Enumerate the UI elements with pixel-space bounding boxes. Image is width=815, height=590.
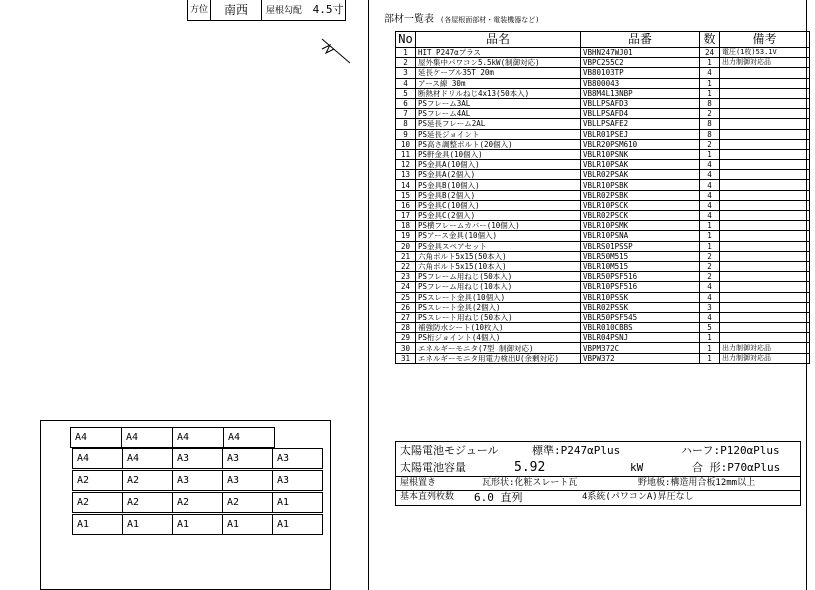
parts-table [395,31,810,364]
series-value: 6.0 直列 [474,491,523,504]
parts-cell-no: 1 [396,48,416,58]
parts-cell-no: 4 [396,78,416,88]
layout-panel: A2 [72,492,123,513]
parts-cell-note [720,221,810,231]
parts-cell-name: PS金具A(2個入) [416,170,581,180]
module-label: 太陽電池モジュール [400,444,499,457]
parts-cell-code: VBLRS01PSSP [581,241,700,251]
series-label: 基本直列枚数 [400,492,455,502]
parts-cell-no: 10 [396,139,416,149]
parts-cell-code: VBLR02PSCK [581,211,700,221]
parts-cell-note [720,139,810,149]
parts-cell-qty: 8 [700,98,720,108]
roof-board: 野地板:構造用合板12mm以上 [638,478,756,488]
parts-row [396,323,810,333]
parts-row [396,272,810,282]
parts-row [396,302,810,312]
parts-cell-no: 7 [396,109,416,119]
header-no: No [396,32,416,48]
parts-cell-name: 延長ケーブル35T 20m [416,68,581,78]
direction-value: 南西 [211,0,262,20]
layout-panel: A3 [222,448,273,469]
parts-row [396,261,810,271]
parts-cell-qty: 4 [700,160,720,170]
layout-panel: A4 [121,427,173,448]
parts-row [396,109,810,119]
parts-row [396,88,810,98]
parts-cell-name: PSスレート金具(10個入) [416,292,581,302]
parts-cell-qty: 1 [700,241,720,251]
parts-row [396,68,810,78]
parts-cell-no: 22 [396,261,416,271]
layout-panel: A4 [172,427,224,448]
parts-row [396,353,810,363]
parts-cell-qty: 1 [700,231,720,241]
parts-cell-no: 20 [396,241,416,251]
parts-cell-no: 19 [396,231,416,241]
parts-cell-name: PS延長フレーム2AL [416,119,581,129]
parts-cell-no: 11 [396,149,416,159]
parts-row [396,119,810,129]
parts-cell-qty: 4 [700,170,720,180]
parts-cell-code: VBHN247WJ01 [581,48,700,58]
parts-cell-no: 8 [396,119,416,129]
parts-cell-note [720,200,810,210]
parts-cell-code: VBLR10M515 [581,261,700,271]
parts-cell-name: 断熱材ドリルねじ4x13(50本入) [416,88,581,98]
layout-panel: A3 [172,448,223,469]
parts-cell-code: VBPM372C [581,343,700,353]
parts-cell-no: 24 [396,282,416,292]
parts-cell-qty: 4 [700,312,720,322]
parts-cell-no: 18 [396,221,416,231]
roof-type: 瓦形状:化粧スレート瓦 [482,478,578,488]
capacity-value: 5.92 [514,460,546,475]
parts-cell-note [720,68,810,78]
parts-cell-note [720,312,810,322]
parts-cell-name: PS金具C(10個入) [416,200,581,210]
parts-cell-name: PS桁ジョイント(4個入) [416,333,581,343]
capacity-row [396,459,800,476]
parts-cell-qty: 4 [700,190,720,200]
parts-cell-qty: 1 [700,78,720,88]
parts-cell-note [720,211,810,221]
parts-cell-no: 13 [396,170,416,180]
parts-cell-code: VBLR20PSM610 [581,139,700,149]
roof-label: 屋根置き [400,478,437,488]
parts-cell-code: VB8M4L13NBP [581,88,700,98]
layout-panel: A2 [122,492,173,513]
parts-cell-note [720,251,810,261]
direction-label: 方位 [188,0,211,20]
parts-cell-note [720,170,810,180]
parts-row [396,160,810,170]
header-qty: 数 [700,32,720,48]
parts-cell-no: 30 [396,343,416,353]
parts-cell-name: PSスレート金具(2個入) [416,302,581,312]
capacity-unit: kW [630,461,644,474]
parts-cell-note [720,302,810,312]
parts-cell-qty: 4 [700,282,720,292]
layout-panel: A3 [172,470,223,491]
parts-cell-name: PSフレーム用ねじ(10本入) [416,282,581,292]
parts-cell-name: 六角ボルト5x15(10本入) [416,261,581,271]
parts-cell-note: 出力制御対応品 [720,58,810,68]
parts-row [396,180,810,190]
parts-row [396,221,810,231]
parts-row [396,282,810,292]
parts-cell-name: PSフレーム3AL [416,98,581,108]
parts-cell-note [720,272,810,282]
parts-cell-code: VBLR02PSAK [581,170,700,180]
parts-row [396,292,810,302]
parts-cell-note [720,149,810,159]
parts-cell-name: 屋外集中パワコン5.5kW(制御対応) [416,58,581,68]
parts-cell-qty: 4 [700,292,720,302]
parts-cell-qty: 2 [700,251,720,261]
parts-cell-qty: 2 [700,261,720,271]
parts-row [396,48,810,58]
parts-cell-no: 26 [396,302,416,312]
layout-panel: A4 [70,427,122,448]
parts-row [396,149,810,159]
parts-cell-no: 28 [396,323,416,333]
header-name: 品名 [416,32,581,48]
parts-cell-qty: 1 [700,333,720,343]
parts-cell-name: PSフレーム4AL [416,109,581,119]
layout-panel: A1 [272,514,323,535]
parts-cell-name: PSスレート用ねじ(50本入) [416,312,581,322]
parts-title [384,10,539,25]
series-row [396,490,800,505]
layout-panel: A3 [222,470,273,491]
parts-cell-note [720,109,810,119]
parts-cell-no: 2 [396,58,416,68]
parts-cell-name: 六角ボルト5x15(50本入) [416,251,581,261]
parts-cell-qty: 1 [700,221,720,231]
parts-cell-no: 17 [396,211,416,221]
parts-row [396,200,810,210]
parts-cell-code: VBLR04PSNJ [581,333,700,343]
parts-cell-qty: 2 [700,139,720,149]
parts-cell-no: 23 [396,272,416,282]
module-half: ハーフ:P120αPlus [681,444,780,457]
parts-cell-code: VBLR10PSMK [581,221,700,231]
parts-row [396,343,810,353]
parts-cell-note [720,160,810,170]
parts-cell-no: 15 [396,190,416,200]
parts-cell-name: PS金具A(10個入) [416,160,581,170]
parts-cell-code: VBLR010CBBS [581,323,700,333]
parts-cell-qty: 5 [700,323,720,333]
roof-slope-value: 4.5寸 [312,3,344,16]
parts-cell-note: 出力制御対応品 [720,343,810,353]
parts-cell-name: PSアース金具(10個入) [416,231,581,241]
parts-cell-qty: 4 [700,211,720,221]
parts-cell-no: 6 [396,98,416,108]
parts-cell-qty: 8 [700,119,720,129]
parts-cell-name: アース線 30m [416,78,581,88]
parts-cell-no: 29 [396,333,416,343]
layout-panel: A4 [223,427,275,448]
parts-subtitle: (各屋根面部材・電装機器など) [440,16,540,24]
capacity-label: 太陽電池容量 [400,461,466,474]
summary-box [395,441,801,506]
parts-row [396,139,810,149]
parts-cell-name: PS横フレームカバー(10個入) [416,221,581,231]
parts-cell-code: VBLR10PSF516 [581,282,700,292]
parts-cell-qty: 1 [700,88,720,98]
parts-cell-code: VBLR10PSAK [581,160,700,170]
parts-cell-name: エネルギーモニタ(7型 制御対応) [416,343,581,353]
parts-cell-code: VBLR50M515 [581,251,700,261]
parts-cell-code: VBLLPSAFD4 [581,109,700,119]
parts-cell-code: VBLR02PSSK [581,302,700,312]
layout-panel: A3 [272,448,323,469]
layout-panel: A4 [72,448,123,469]
layout-panel: A1 [172,514,223,535]
parts-cell-note [720,241,810,251]
parts-cell-name: 補強防水シート(10枚入) [416,323,581,333]
parts-cell-no: 16 [396,200,416,210]
roof-slope-label: 屋根勾配 [266,6,303,16]
layout-panel: A1 [72,514,123,535]
parts-cell-name: PS金具スペアセット [416,241,581,251]
parts-cell-qty: 1 [700,353,720,363]
parts-cell-code: VB800043 [581,78,700,88]
parts-cell-note [720,292,810,302]
parts-body [396,48,810,364]
parts-cell-note [720,190,810,200]
parts-cell-note [720,88,810,98]
parts-row [396,129,810,139]
parts-cell-qty: 4 [700,68,720,78]
parts-cell-code: VBLLPSAFD3 [581,98,700,108]
parts-cell-qty: 4 [700,180,720,190]
series-system: 4系統(パワコンA)昇圧なし [582,492,694,502]
direction-box [187,0,346,21]
parts-row [396,98,810,108]
module-joint: 合 形:P70αPlus [692,461,781,474]
parts-cell-qty: 3 [700,302,720,312]
roof-slope [262,0,348,20]
layout-panel: A3 [272,470,323,491]
parts-cell-qty: 8 [700,129,720,139]
parts-cell-note: 電圧(1枚)53.1V [720,48,810,58]
parts-cell-no: 14 [396,180,416,190]
parts-cell-name: PS金具B(10個入) [416,180,581,190]
parts-cell-note [720,78,810,88]
parts-cell-code: VBLR50PSF545 [581,312,700,322]
left-frame-line [368,0,369,590]
parts-cell-no: 25 [396,292,416,302]
parts-cell-name: PS軒金具(10個入) [416,149,581,159]
parts-cell-note [720,231,810,241]
parts-cell-code: VB80103TP [581,68,700,78]
parts-cell-no: 31 [396,353,416,363]
parts-cell-name: PS金具C(2個入) [416,211,581,221]
module-row [396,442,800,459]
parts-cell-no: 3 [396,68,416,78]
parts-cell-code: VBLR10PSNK [581,149,700,159]
parts-cell-name: HIT P247αプラス [416,48,581,58]
parts-cell-code: VBLR10PSSK [581,292,700,302]
parts-cell-note [720,98,810,108]
parts-cell-code: VBLLPSAFE2 [581,119,700,129]
parts-cell-note [720,261,810,271]
parts-cell-no: 5 [396,88,416,98]
parts-cell-name: PS高さ調整ボルト(20個入) [416,139,581,149]
parts-cell-name: エネルギーモニタ用電力検出U(余剰対応) [416,353,581,363]
parts-cell-name: PS延長ジョイント [416,129,581,139]
parts-cell-code: VBLR10PSBK [581,180,700,190]
parts-cell-no: 21 [396,251,416,261]
parts-cell-name: PS金具B(2個入) [416,190,581,200]
parts-cell-code: VBLR50PSF516 [581,272,700,282]
parts-cell-note: 出力制御対応品 [720,353,810,363]
parts-cell-no: 12 [396,160,416,170]
parts-row [396,78,810,88]
parts-cell-code: VBLR02PSBK [581,190,700,200]
parts-row [396,241,810,251]
parts-cell-qty: 1 [700,343,720,353]
layout-panel: A1 [122,514,173,535]
layout-panel: A2 [72,470,123,491]
parts-cell-note [720,180,810,190]
parts-row [396,58,810,68]
parts-row [396,190,810,200]
parts-cell-name: PSフレーム用ねじ(50本入) [416,272,581,282]
parts-row [396,231,810,241]
layout-panel: A1 [272,492,323,513]
header-note: 備考 [720,32,810,48]
parts-cell-note [720,333,810,343]
header-code: 品番 [581,32,700,48]
parts-cell-qty: 1 [700,58,720,68]
north-arrow-icon [318,35,354,67]
parts-cell-qty: 2 [700,109,720,119]
parts-row [396,251,810,261]
parts-cell-no: 9 [396,129,416,139]
parts-cell-code: VBLR01PSEJ [581,129,700,139]
parts-cell-note [720,119,810,129]
layout-panel: A4 [122,448,173,469]
parts-cell-note [720,323,810,333]
layout-panel: A2 [122,470,173,491]
parts-cell-qty: 2 [700,272,720,282]
parts-title-text: 部材一覧表 [384,14,434,25]
parts-cell-note [720,282,810,292]
parts-cell-note [720,129,810,139]
parts-header-row [396,32,810,48]
parts-cell-qty: 1 [700,149,720,159]
parts-row [396,312,810,322]
parts-cell-no: 27 [396,312,416,322]
parts-row [396,333,810,343]
layout-panel: A2 [222,492,273,513]
parts-cell-code: VBLR10PSCK [581,200,700,210]
layout-panel: A2 [172,492,223,513]
parts-cell-code: VBLR10PSNA [581,231,700,241]
parts-cell-qty: 24 [700,48,720,58]
parts-cell-code: VBPC255C2 [581,58,700,68]
parts-row [396,170,810,180]
parts-row [396,211,810,221]
module-standard: 標準:P247αPlus [532,444,621,457]
layout-panel: A1 [222,514,273,535]
parts-cell-qty: 4 [700,200,720,210]
roof-row [396,476,800,490]
parts-cell-code: VBPW372 [581,353,700,363]
